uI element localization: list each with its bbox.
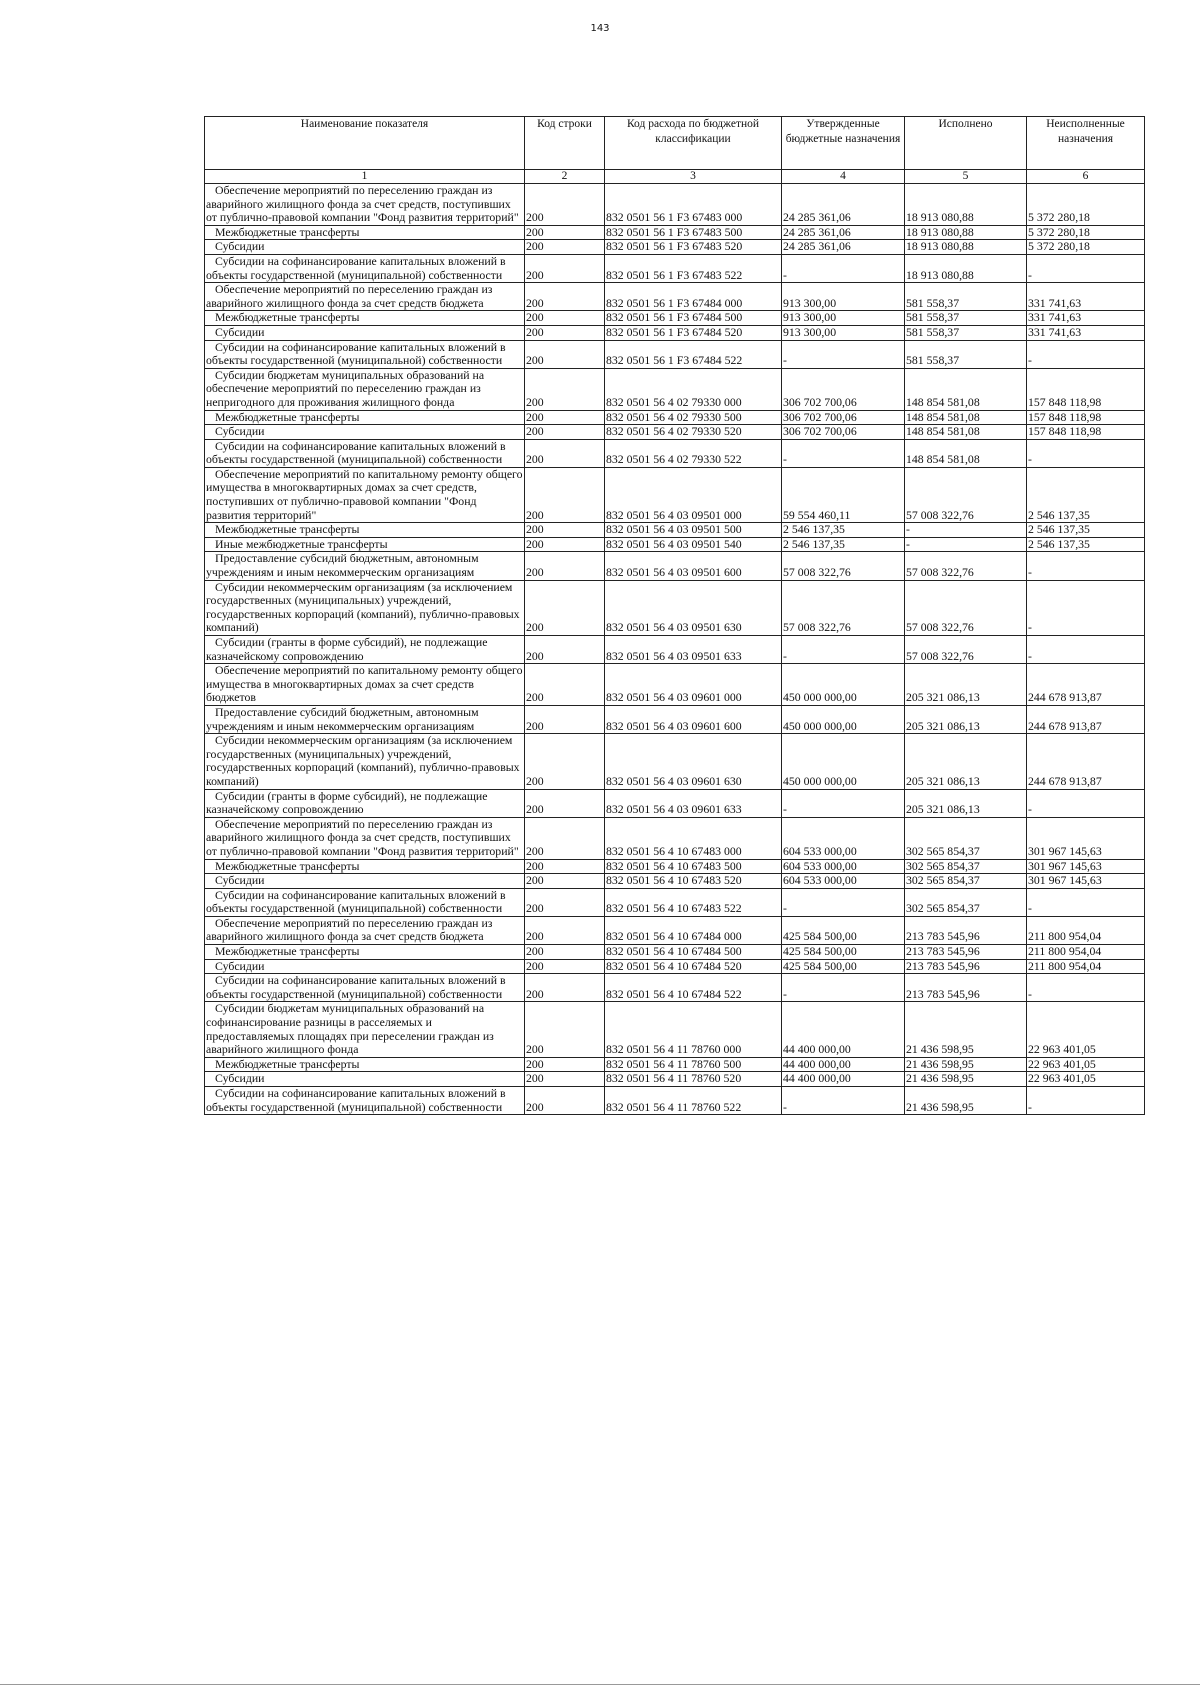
budget-code-cell: 832 0501 56 4 10 67484 500	[605, 945, 782, 960]
line-code-cell: 200	[525, 368, 605, 410]
unexecuted-amount-cell: -	[1027, 1087, 1145, 1115]
table-row	[205, 368, 1145, 410]
line-code-cell: 200	[525, 874, 605, 889]
approved-amount-cell: 24 285 361,06	[782, 184, 905, 226]
budget-code-cell: 832 0501 56 4 11 78760 522	[605, 1087, 782, 1115]
unexecuted-amount-cell: 244 678 913,87	[1027, 664, 1145, 706]
approved-amount-cell: 306 702 700,06	[782, 425, 905, 440]
approved-amount-cell: 450 000 000,00	[782, 705, 905, 733]
unexecuted-amount-cell: 157 848 118,98	[1027, 368, 1145, 410]
column-number: 1	[205, 170, 525, 184]
approved-amount-cell: -	[782, 789, 905, 817]
unexecuted-amount-cell: 22 963 401,05	[1027, 1057, 1145, 1072]
table-row	[205, 184, 1145, 226]
unexecuted-amount-cell: 5 372 280,18	[1027, 184, 1145, 226]
line-code-cell: 200	[525, 311, 605, 326]
line-code-cell: 200	[525, 580, 605, 635]
budget-code-cell: 832 0501 56 4 11 78760 500	[605, 1057, 782, 1072]
executed-amount-cell: 21 436 598,95	[905, 1072, 1027, 1087]
approved-amount-cell: -	[782, 439, 905, 467]
budget-code-cell: 832 0501 56 4 03 09601 630	[605, 734, 782, 789]
indicator-name-cell: Иные межбюджетные трансферты	[205, 537, 525, 552]
approved-amount-cell: 57 008 322,76	[782, 552, 905, 580]
approved-amount-cell: 604 533 000,00	[782, 874, 905, 889]
indicator-name-cell: Субсидии некоммерческим организациям (за исключением государственных (муниципальных) учреждений, государственных корпораций (компаний), публично-правовых компаний)	[205, 734, 525, 789]
indicator-name-cell: Обеспечение мероприятий по переселению граждан из аварийного жилищного фонда за счет средств, поступивших от публично-правовой компании "Фонд развития территорий"	[205, 184, 525, 226]
line-code-cell: 200	[525, 240, 605, 255]
unexecuted-amount-cell: 22 963 401,05	[1027, 1072, 1145, 1087]
unexecuted-amount-cell: 211 800 954,04	[1027, 916, 1145, 944]
indicator-name-cell: Субсидии	[205, 240, 525, 255]
executed-amount-cell: 205 321 086,13	[905, 734, 1027, 789]
budget-code-cell: 832 0501 56 1 F3 67484 520	[605, 325, 782, 340]
line-code-cell: 200	[525, 410, 605, 425]
table-row	[205, 325, 1145, 340]
unexecuted-amount-cell: 331 741,63	[1027, 311, 1145, 326]
approved-amount-cell: 24 285 361,06	[782, 225, 905, 240]
executed-amount-cell: 18 913 080,88	[905, 254, 1027, 282]
line-code-cell: 200	[525, 552, 605, 580]
approved-amount-cell: 450 000 000,00	[782, 664, 905, 706]
line-code-cell: 200	[525, 1057, 605, 1072]
table-row	[205, 974, 1145, 1002]
unexecuted-amount-cell: 211 800 954,04	[1027, 959, 1145, 974]
approved-amount-cell: 24 285 361,06	[782, 240, 905, 255]
line-code-cell: 200	[525, 974, 605, 1002]
budget-code-cell: 832 0501 56 1 F3 67483 522	[605, 254, 782, 282]
indicator-name-cell: Обеспечение мероприятий по переселению граждан из аварийного жилищного фонда за счет средств, поступивших от публично-правовой компании "Фонд развития территорий"	[205, 817, 525, 859]
executed-amount-cell: 581 558,37	[905, 283, 1027, 311]
line-code-cell: 200	[525, 859, 605, 874]
column-number: 4	[782, 170, 905, 184]
budget-code-cell: 832 0501 56 1 F3 67483 000	[605, 184, 782, 226]
budget-code-cell: 832 0501 56 4 02 79330 000	[605, 368, 782, 410]
budget-code-cell: 832 0501 56 4 03 09501 540	[605, 537, 782, 552]
budget-code-cell: 832 0501 56 4 03 09601 600	[605, 705, 782, 733]
approved-amount-cell: 913 300,00	[782, 325, 905, 340]
table-row	[205, 283, 1145, 311]
executed-amount-cell: 213 783 545,96	[905, 945, 1027, 960]
table-body	[205, 184, 1145, 1115]
line-code-cell: 200	[525, 439, 605, 467]
table-row	[205, 523, 1145, 538]
table-row	[205, 467, 1145, 522]
line-code-cell: 200	[525, 664, 605, 706]
executed-amount-cell: 581 558,37	[905, 340, 1027, 368]
budget-code-cell: 832 0501 56 4 03 09501 630	[605, 580, 782, 635]
line-code-cell: 200	[525, 467, 605, 522]
indicator-name-cell: Субсидии на софинансирование капитальных вложений в объекты государственной (муниципальной) собственности	[205, 888, 525, 916]
header-approved-appropriations: Утвержденные бюджетные назначения	[782, 117, 905, 170]
table-row	[205, 874, 1145, 889]
line-code-cell: 200	[525, 225, 605, 240]
line-code-cell: 200	[525, 254, 605, 282]
header-line-code: Код строки	[525, 117, 605, 170]
table-row	[205, 1057, 1145, 1072]
unexecuted-amount-cell: 211 800 954,04	[1027, 945, 1145, 960]
approved-amount-cell: -	[782, 636, 905, 664]
executed-amount-cell: -	[905, 523, 1027, 538]
unexecuted-amount-cell: 2 546 137,35	[1027, 537, 1145, 552]
budget-code-cell: 832 0501 56 4 11 78760 000	[605, 1002, 782, 1057]
approved-amount-cell: 450 000 000,00	[782, 734, 905, 789]
unexecuted-amount-cell: 157 848 118,98	[1027, 410, 1145, 425]
approved-amount-cell: -	[782, 254, 905, 282]
line-code-cell: 200	[525, 325, 605, 340]
bottom-divider	[0, 1684, 1200, 1685]
indicator-name-cell: Межбюджетные трансферты	[205, 225, 525, 240]
column-number: 5	[905, 170, 1027, 184]
executed-amount-cell: 21 436 598,95	[905, 1002, 1027, 1057]
approved-amount-cell: 44 400 000,00	[782, 1072, 905, 1087]
budget-code-cell: 832 0501 56 4 10 67484 520	[605, 959, 782, 974]
executed-amount-cell: 205 321 086,13	[905, 664, 1027, 706]
table-row	[205, 959, 1145, 974]
executed-amount-cell: 57 008 322,76	[905, 636, 1027, 664]
executed-amount-cell: 148 854 581,08	[905, 410, 1027, 425]
table-row	[205, 945, 1145, 960]
budget-code-cell: 832 0501 56 1 F3 67484 000	[605, 283, 782, 311]
column-number-row	[205, 170, 1145, 184]
budget-code-cell: 832 0501 56 4 10 67483 520	[605, 874, 782, 889]
line-code-cell: 200	[525, 888, 605, 916]
line-code-cell: 200	[525, 916, 605, 944]
unexecuted-amount-cell: 331 741,63	[1027, 325, 1145, 340]
executed-amount-cell: 57 008 322,76	[905, 467, 1027, 522]
indicator-name-cell: Субсидии некоммерческим организациям (за исключением государственных (муниципальных) учреждений, государственных корпораций (компаний), публично-правовых компаний)	[205, 580, 525, 635]
table-row	[205, 1087, 1145, 1115]
executed-amount-cell: 302 565 854,37	[905, 888, 1027, 916]
approved-amount-cell: 604 533 000,00	[782, 859, 905, 874]
table-row	[205, 410, 1145, 425]
indicator-name-cell: Обеспечение мероприятий по капитальному ремонту общего имущества в многоквартирных домах за счет средств, поступивших от публично-правовой компании "Фонд развития территорий"	[206, 466, 523, 522]
approved-amount-cell: -	[782, 1087, 905, 1115]
indicator-name-cell: Межбюджетные трансферты	[205, 523, 525, 538]
budget-code-cell: 832 0501 56 4 02 79330 500	[605, 410, 782, 425]
executed-amount-cell: 302 565 854,37	[905, 817, 1027, 859]
budget-code-cell: 832 0501 56 4 03 09501 600	[605, 552, 782, 580]
line-code-cell: 200	[525, 283, 605, 311]
approved-amount-cell: 59 554 460,11	[782, 467, 905, 522]
unexecuted-amount-cell: -	[1027, 580, 1145, 635]
approved-amount-cell: 425 584 500,00	[782, 945, 905, 960]
column-number: 2	[525, 170, 605, 184]
unexecuted-amount-cell: 157 848 118,98	[1027, 425, 1145, 440]
table-row	[205, 859, 1145, 874]
indicator-name-cell: Обеспечение мероприятий по капитальному ремонту общего имущества в многоквартирных домах за счет средств бюджетов	[206, 663, 523, 705]
executed-amount-cell: 213 783 545,96	[905, 959, 1027, 974]
unexecuted-amount-cell: 301 967 145,63	[1027, 859, 1145, 874]
budget-code-cell: 832 0501 56 1 F3 67483 500	[605, 225, 782, 240]
header-unexecuted-appropriations: Неисполненные назначения	[1027, 117, 1145, 170]
executed-amount-cell: 18 913 080,88	[905, 225, 1027, 240]
unexecuted-amount-cell: 22 963 401,05	[1027, 1002, 1145, 1057]
table-row	[205, 254, 1145, 282]
table-row	[205, 734, 1145, 789]
budget-code-cell: 832 0501 56 1 F3 67483 520	[605, 240, 782, 255]
unexecuted-amount-cell: -	[1027, 888, 1145, 916]
unexecuted-amount-cell: 331 741,63	[1027, 283, 1145, 311]
approved-amount-cell: 425 584 500,00	[782, 959, 905, 974]
indicator-name-cell: Субсидии	[205, 425, 525, 440]
line-code-cell: 200	[525, 1072, 605, 1087]
approved-amount-cell: 57 008 322,76	[782, 580, 905, 635]
table-row	[205, 817, 1145, 859]
executed-amount-cell: 21 436 598,95	[905, 1057, 1027, 1072]
indicator-name-cell: Субсидии (гранты в форме субсидий), не подлежащие казначейскому сопровождению	[205, 636, 525, 664]
unexecuted-amount-cell: 301 967 145,63	[1027, 817, 1145, 859]
unexecuted-amount-cell: 5 372 280,18	[1027, 225, 1145, 240]
executed-amount-cell: 302 565 854,37	[905, 859, 1027, 874]
table-row	[205, 225, 1145, 240]
indicator-name-cell: Субсидии на софинансирование капитальных вложений в объекты государственной (муниципальной) собственности	[205, 254, 525, 282]
budget-code-cell: 832 0501 56 4 10 67483 000	[605, 817, 782, 859]
line-code-cell: 200	[525, 425, 605, 440]
table-row	[205, 439, 1145, 467]
header-budget-classification-code: Код расхода по бюджетной классификации	[605, 117, 782, 170]
indicator-name-cell: Субсидии на софинансирование капитальных вложений в объекты государственной (муниципальной) собственности	[205, 1087, 525, 1115]
indicator-name-cell: Межбюджетные трансферты	[205, 1057, 525, 1072]
approved-amount-cell: 44 400 000,00	[782, 1002, 905, 1057]
executed-amount-cell: 205 321 086,13	[905, 705, 1027, 733]
executed-amount-cell: 205 321 086,13	[905, 789, 1027, 817]
unexecuted-amount-cell: 244 678 913,87	[1027, 734, 1145, 789]
executed-amount-cell: 18 913 080,88	[905, 184, 1027, 226]
table-row	[205, 1002, 1145, 1057]
indicator-name-cell: Субсидии на софинансирование капитальных вложений в объекты государственной (муниципальной) собственности	[205, 439, 525, 467]
unexecuted-amount-cell: -	[1027, 254, 1145, 282]
header-indicator-name: Наименование показателя	[205, 117, 525, 170]
executed-amount-cell: 581 558,37	[905, 325, 1027, 340]
indicator-name-cell: Субсидии	[205, 874, 525, 889]
line-code-cell: 200	[525, 789, 605, 817]
budget-code-cell: 832 0501 56 4 02 79330 522	[605, 439, 782, 467]
budget-code-cell: 832 0501 56 4 10 67483 500	[605, 859, 782, 874]
indicator-name-cell: Субсидии	[205, 325, 525, 340]
unexecuted-amount-cell: -	[1027, 552, 1145, 580]
table-row	[205, 340, 1145, 368]
column-number: 6	[1027, 170, 1145, 184]
budget-code-cell: 832 0501 56 4 03 09501 500	[605, 523, 782, 538]
approved-amount-cell: 2 546 137,35	[782, 523, 905, 538]
table-row	[205, 240, 1145, 255]
header-executed: Исполнено	[905, 117, 1027, 170]
executed-amount-cell: -	[905, 537, 1027, 552]
budget-code-cell: 832 0501 56 4 11 78760 520	[605, 1072, 782, 1087]
line-code-cell: 200	[525, 705, 605, 733]
approved-amount-cell: -	[782, 974, 905, 1002]
unexecuted-amount-cell: 301 967 145,63	[1027, 874, 1145, 889]
unexecuted-amount-cell: 244 678 913,87	[1027, 705, 1145, 733]
column-number: 3	[605, 170, 782, 184]
budget-code-cell: 832 0501 56 4 10 67484 522	[605, 974, 782, 1002]
indicator-name-cell: Межбюджетные трансферты	[205, 945, 525, 960]
approved-amount-cell: 306 702 700,06	[782, 410, 905, 425]
approved-amount-cell: 306 702 700,06	[782, 368, 905, 410]
executed-amount-cell: 57 008 322,76	[905, 552, 1027, 580]
table-row	[205, 888, 1145, 916]
unexecuted-amount-cell: -	[1027, 439, 1145, 467]
approved-amount-cell: 44 400 000,00	[782, 1057, 905, 1072]
approved-amount-cell: 425 584 500,00	[782, 916, 905, 944]
table-row	[205, 580, 1145, 635]
executed-amount-cell: 213 783 545,96	[905, 916, 1027, 944]
budget-code-cell: 832 0501 56 4 03 09501 000	[605, 467, 782, 522]
indicator-name-cell: Субсидии	[205, 1072, 525, 1087]
table-row	[205, 916, 1145, 944]
unexecuted-amount-cell: -	[1027, 636, 1145, 664]
indicator-name-cell: Субсидии на софинансирование капитальных вложений в объекты государственной (муниципальной) собственности	[205, 974, 525, 1002]
indicator-name-cell: Предоставление субсидий бюджетным, автономным учреждениям и иным некоммерческим организациям	[205, 552, 525, 580]
line-code-cell: 200	[525, 1087, 605, 1115]
approved-amount-cell: 913 300,00	[782, 283, 905, 311]
indicator-name-cell: Субсидии бюджетам муниципальных образований на софинансирование разницы в расселяемых и предоставляемых площадях при переселении граждан из аварийного жилищного фонда	[205, 1002, 525, 1057]
budget-code-cell: 832 0501 56 4 10 67484 000	[605, 916, 782, 944]
indicator-name-cell: Субсидии	[205, 959, 525, 974]
table-row	[205, 789, 1145, 817]
table-row	[205, 705, 1145, 733]
budget-code-cell: 832 0501 56 4 10 67483 522	[605, 888, 782, 916]
executed-amount-cell: 148 854 581,08	[905, 425, 1027, 440]
unexecuted-amount-cell: 2 546 137,35	[1027, 523, 1145, 538]
page-number: 143	[590, 23, 610, 34]
line-code-cell: 200	[525, 184, 605, 226]
approved-amount-cell: 604 533 000,00	[782, 817, 905, 859]
executed-amount-cell: 21 436 598,95	[905, 1087, 1027, 1115]
indicator-name-cell: Субсидии на софинансирование капитальных вложений в объекты государственной (муниципальной) собственности	[205, 340, 525, 368]
line-code-cell: 200	[525, 523, 605, 538]
executed-amount-cell: 302 565 854,37	[905, 874, 1027, 889]
line-code-cell: 200	[525, 1002, 605, 1057]
approved-amount-cell: -	[782, 888, 905, 916]
approved-amount-cell: 913 300,00	[782, 311, 905, 326]
budget-code-cell: 832 0501 56 4 02 79330 520	[605, 425, 782, 440]
unexecuted-amount-cell: -	[1027, 789, 1145, 817]
budget-code-cell: 832 0501 56 1 F3 67484 500	[605, 311, 782, 326]
table-row	[205, 425, 1145, 440]
unexecuted-amount-cell: -	[1027, 974, 1145, 1002]
approved-amount-cell: -	[782, 340, 905, 368]
budget-code-cell: 832 0501 56 4 03 09501 633	[605, 636, 782, 664]
unexecuted-amount-cell: 2 546 137,35	[1027, 467, 1145, 522]
budget-code-cell: 832 0501 56 4 03 09601 000	[605, 664, 782, 706]
line-code-cell: 200	[525, 945, 605, 960]
line-code-cell: 200	[525, 959, 605, 974]
indicator-name-cell: Субсидии бюджетам муниципальных образований на обеспечение мероприятий по переселению граждан из непригодного для проживания жилищного фонда	[205, 368, 525, 410]
indicator-name-cell: Межбюджетные трансферты	[205, 311, 525, 326]
budget-execution-table	[204, 116, 1145, 1115]
executed-amount-cell: 148 854 581,08	[905, 439, 1027, 467]
table-row	[205, 664, 1145, 706]
line-code-cell: 200	[525, 537, 605, 552]
executed-amount-cell: 213 783 545,96	[905, 974, 1027, 1002]
unexecuted-amount-cell: -	[1027, 340, 1145, 368]
executed-amount-cell: 18 913 080,88	[905, 240, 1027, 255]
executed-amount-cell: 57 008 322,76	[905, 580, 1027, 635]
indicator-name-cell: Обеспечение мероприятий по переселению граждан из аварийного жилищного фонда за счет средств бюджета	[205, 916, 525, 944]
header-row	[205, 117, 1145, 170]
table-row	[205, 636, 1145, 664]
indicator-name-cell: Обеспечение мероприятий по переселению граждан из аварийного жилищного фонда за счет средств бюджета	[205, 283, 525, 311]
line-code-cell: 200	[525, 817, 605, 859]
table-row	[205, 311, 1145, 326]
line-code-cell: 200	[525, 636, 605, 664]
indicator-name-cell: Субсидии (гранты в форме субсидий), не подлежащие казначейскому сопровождению	[205, 789, 525, 817]
table-row	[205, 537, 1145, 552]
budget-code-cell: 832 0501 56 4 03 09601 633	[605, 789, 782, 817]
approved-amount-cell: 2 546 137,35	[782, 537, 905, 552]
line-code-cell: 200	[525, 340, 605, 368]
executed-amount-cell: 148 854 581,08	[905, 368, 1027, 410]
table-row	[205, 552, 1145, 580]
line-code-cell: 200	[525, 734, 605, 789]
executed-amount-cell: 581 558,37	[905, 311, 1027, 326]
indicator-name-cell: Предоставление субсидий бюджетным, автономным учреждениям и иным некоммерческим организациям	[205, 705, 525, 733]
indicator-name-cell: Межбюджетные трансферты	[205, 859, 525, 874]
budget-code-cell: 832 0501 56 1 F3 67484 522	[605, 340, 782, 368]
unexecuted-amount-cell: 5 372 280,18	[1027, 240, 1145, 255]
indicator-name-cell: Межбюджетные трансферты	[205, 410, 525, 425]
table-row	[205, 1072, 1145, 1087]
